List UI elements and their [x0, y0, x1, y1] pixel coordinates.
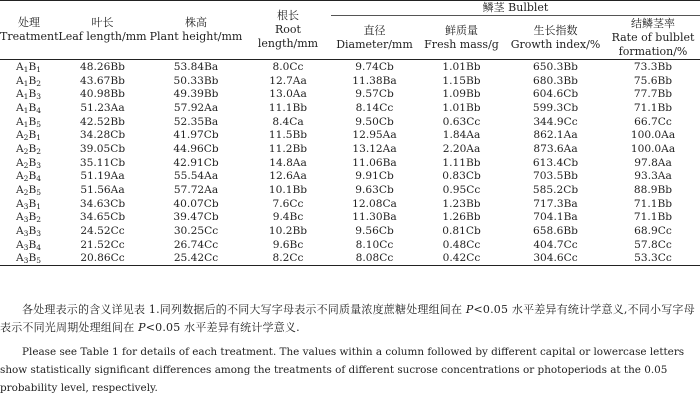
leaf-cell: 48.26Bb: [80, 60, 125, 73]
treatment-a-index: 2: [23, 188, 29, 198]
rate-cell: 53.3Cc: [606, 252, 700, 266]
plant-cell: 49.39Bb: [173, 88, 219, 101]
treatment-cell: $A_3B_5$: [0, 252, 58, 266]
footnote-cn: [0, 301, 700, 337]
treatment-b-index: 3: [36, 160, 42, 170]
leaf-cell: 51.19Aa: [80, 170, 125, 183]
fresh-cell: 1.15Bb: [442, 74, 481, 87]
root-cell: 11.2Bb: [268, 142, 308, 155]
plant-cell: 44.96Cb: [173, 142, 219, 155]
treatment-b-index: 4: [36, 105, 42, 115]
diam-cell: 11.30Ba: [352, 211, 397, 224]
header-growth-en: Growth index/%: [510, 37, 601, 51]
diam-cell: 12.08Ca: [352, 197, 397, 210]
growth-cell: 304.6Cc: [505, 252, 606, 266]
fresh-cell: 1.84Aa: [442, 129, 481, 142]
treatment-a-index: 3: [23, 215, 29, 225]
fresh-cell: 1.11Bb: [442, 156, 481, 169]
diam-cell: 9.91Cb: [355, 170, 394, 183]
treatment-b-index: 2: [36, 78, 42, 88]
growth-cell: 873.6Aa: [533, 142, 578, 155]
treatment-b-index: 5: [36, 188, 42, 198]
treatment-b-index: 4: [36, 242, 42, 252]
plant-cell: 57.92Aa: [173, 101, 219, 114]
diam-cell: 11.38Ba: [352, 74, 397, 87]
growth-cell: 680.3Bb: [533, 74, 578, 87]
treatment-cell: $A_2B_3$: [16, 156, 42, 170]
plant-cell: 53.84Ba: [173, 60, 219, 73]
table-row: [0, 224, 700, 238]
table-row: [0, 156, 700, 170]
table-row: [0, 142, 700, 156]
table-row: [0, 74, 700, 88]
diam-cell: 8.08Cc: [331, 252, 418, 266]
header-plant-cn: 株高: [185, 16, 207, 29]
footnote-en: Please see Table 1 for details of each treatment. The values within a column followed by different capital or lowercase letters show statistically significant differences among the treatments of different sucrose concentrations or photoperiods at the 0.05 probability level, respectively.: [0, 346, 685, 394]
treatment-b-index: 2: [36, 215, 42, 225]
fresh-cell: 1.01Bb: [442, 101, 481, 114]
root-cell: 11.5Bb: [268, 129, 308, 142]
table-row: [0, 197, 700, 211]
treatment-cell: $A_2B_2$: [16, 142, 42, 156]
header-bulblet-group: 鳞茎 Bulblet: [331, 1, 700, 16]
diam-cell: 11.06Ba: [352, 156, 397, 169]
rate-cell: 75.6Bb: [633, 74, 673, 87]
diam-cell: 8.10Cc: [355, 238, 394, 251]
header-rate-en1: Rate of bulblet: [611, 30, 695, 44]
table-row: [0, 252, 700, 266]
treatment-a-index: 3: [23, 242, 29, 252]
plant-cell: 57.72Aa: [173, 184, 219, 197]
treatment-b-index: 1: [36, 133, 42, 143]
table-row: [0, 115, 700, 129]
header-growth-index: [505, 16, 606, 60]
root-cell: 8.0Cc: [272, 60, 304, 73]
treatment-cell: $A_3B_4$: [16, 238, 42, 252]
header-leaf-en: Leaf length/mm: [58, 30, 147, 43]
treatment-b-index: 1: [36, 201, 42, 211]
plant-cell: 52.35Ba: [173, 115, 219, 128]
growth-cell: 717.3Ba: [533, 197, 578, 210]
plant-cell: 55.54Aa: [173, 170, 219, 183]
fresh-cell: 0.95Cc: [442, 184, 481, 197]
treatment-a-index: 2: [23, 160, 29, 170]
leaf-cell: 42.52Bb: [80, 115, 125, 128]
leaf-cell: 20.86Cc: [58, 252, 147, 266]
table-row: [0, 60, 700, 74]
diam-cell: 13.12Aa: [352, 142, 397, 155]
header-treatment-cn: 处理: [18, 16, 40, 29]
root-cell: 9.4Bc: [272, 211, 304, 224]
treatment-a-index: 2: [23, 133, 29, 143]
root-cell: 12.7Aa: [269, 74, 307, 87]
table-row: [0, 101, 700, 115]
rate-cell: 100.0Aa: [630, 129, 676, 142]
root-cell: 12.6Aa: [269, 170, 307, 183]
treatment-cell: $A_3B_2$: [16, 211, 42, 225]
rate-cell: 77.7Bb: [633, 88, 673, 101]
treatment-cell: $A_2B_4$: [16, 170, 42, 184]
header-treatment-en: Treatment: [0, 30, 59, 43]
header-rate: [606, 16, 700, 60]
header-root-cn: 根长: [277, 9, 299, 22]
treatment-cell: $A_1B_1$: [16, 60, 42, 74]
root-cell: 10.2Bb: [268, 225, 308, 238]
growth-cell: 585.2Cb: [532, 184, 579, 197]
treatment-a-index: 3: [23, 256, 29, 266]
treatment-a-index: 1: [23, 92, 29, 102]
leaf-cell: 34.28Cb: [79, 129, 126, 142]
footnote-cn-p1: P: [465, 303, 474, 316]
plant-cell: 26.74Cc: [173, 238, 219, 251]
leaf-cell: 43.67Bb: [80, 74, 125, 87]
header-fresh-en: Fresh mass/g: [424, 37, 499, 51]
treatment-a-index: 1: [23, 105, 29, 115]
footnote-cn-p2: P: [138, 321, 146, 334]
plant-cell: 40.07Cb: [173, 197, 219, 210]
growth-cell: 613.4Cb: [532, 156, 579, 169]
header-leaf: [58, 1, 147, 60]
treatment-cell: $A_2B_1$: [16, 129, 42, 143]
fresh-cell: 1.01Bb: [442, 60, 481, 73]
treatment-cell: $A_3B_1$: [16, 197, 42, 211]
fresh-cell: 0.48Cc: [442, 238, 481, 251]
rate-cell: 93.3Aa: [634, 170, 672, 183]
growth-cell: 599.3Cb: [532, 101, 579, 114]
growth-cell: 404.7Cc: [533, 238, 578, 251]
rate-cell: 97.8Aa: [634, 156, 672, 169]
table-row: [0, 211, 700, 225]
table-row: [0, 128, 700, 142]
treatment-b-index: 1: [36, 64, 42, 74]
treatment-a-index: 2: [23, 174, 29, 184]
root-cell: 9.6Bc: [272, 238, 304, 251]
table-row: [0, 238, 700, 252]
treatment-b-index: 5: [36, 256, 42, 266]
growth-cell: 604.6Cb: [532, 88, 579, 101]
root-cell: 13.0Aa: [269, 88, 307, 101]
growth-cell: 650.3Bb: [533, 60, 578, 73]
treatment-a-index: 3: [23, 201, 29, 211]
fresh-cell: 1.23Bb: [442, 197, 481, 210]
treatment-a-index: 1: [23, 64, 29, 74]
plant-cell: 50.33Bb: [173, 74, 219, 87]
header-rate-en2: formation/%: [618, 44, 688, 58]
diam-cell: 9.56Cb: [355, 225, 394, 238]
rate-cell: 68.9Cc: [634, 225, 672, 238]
treatment-cell: $A_2B_5$: [16, 184, 42, 198]
rate-cell: 71.1Bb: [633, 101, 673, 114]
root-cell: 7.6Cc: [272, 197, 304, 210]
treatment-a-index: 1: [23, 119, 29, 129]
fresh-cell: 0.42Cc: [418, 252, 505, 266]
treatment-b-index: 5: [36, 119, 42, 129]
fresh-cell: 0.63Cc: [442, 115, 481, 128]
leaf-cell: 34.65Cb: [79, 211, 126, 224]
header-diameter: [331, 16, 418, 60]
root-cell: 8.2Cc: [245, 252, 331, 266]
diam-cell: 9.57Cb: [355, 88, 394, 101]
root-cell: 11.1Bb: [268, 101, 308, 114]
growth-cell: 658.6Bb: [533, 225, 578, 238]
treatment-cell: $A_1B_3$: [16, 88, 42, 102]
rate-cell: 100.0Aa: [630, 142, 676, 155]
fresh-cell: 0.83Cb: [442, 170, 481, 183]
header-leaf-cn: 叶长: [91, 16, 114, 29]
footnote-cn-part1: 各处理表示的含义详见表 1.同列数据后的不同大写字母表示不同质量浓度蔗糖处理组间在: [22, 303, 466, 316]
root-cell: 14.8Aa: [269, 156, 307, 169]
table-row: [0, 183, 700, 197]
table-body: [0, 60, 700, 266]
diam-cell: 9.50Cb: [355, 115, 394, 128]
leaf-cell: 39.05Cb: [79, 142, 126, 155]
header-root-en: Root length/mm: [257, 23, 319, 50]
treatment-cell: $A_1B_5$: [16, 115, 42, 129]
treatment-a-index: 3: [23, 229, 29, 239]
leaf-cell: 51.56Aa: [80, 184, 125, 197]
plant-cell: 41.97Cb: [173, 129, 219, 142]
leaf-cell: 40.98Bb: [80, 88, 125, 101]
plant-cell: 39.47Cb: [173, 211, 219, 224]
growth-cell: 704.1Ba: [533, 211, 578, 224]
header-fresh-mass: [418, 16, 505, 60]
treatment-a-index: 1: [23, 78, 29, 88]
header-plant-en: Plant height/mm: [149, 30, 243, 43]
treatment-cell: $A_1B_4$: [16, 101, 42, 115]
footnote-cn-part2: <0.05 水平差异有统计学意义,不同小写字母表示不同光周期处理组间在: [0, 303, 695, 334]
header-growth-cn: 生长指数: [533, 23, 578, 37]
header-diameter-cn: 直径: [363, 23, 386, 37]
header-rate-cn: 结鳞茎率: [631, 16, 675, 30]
leaf-cell: 21.52Cc: [80, 238, 125, 251]
table-row: [0, 87, 700, 101]
rate-cell: 66.7Cc: [634, 115, 672, 128]
rate-cell: 57.8Cc: [634, 238, 672, 251]
treatment-cell: $A_1B_2$: [16, 74, 42, 88]
root-cell: 8.4Ca: [272, 115, 304, 128]
treatment-a-index: 2: [23, 146, 29, 156]
fresh-cell: 1.26Bb: [442, 211, 481, 224]
leaf-cell: 35.11Cb: [79, 156, 126, 169]
rate-cell: 73.3Bb: [633, 60, 673, 73]
diam-cell: 9.63Cb: [355, 184, 394, 197]
fresh-cell: 1.09Bb: [442, 88, 481, 101]
plant-cell: 42.91Cb: [173, 156, 219, 169]
growth-cell: 703.5Bb: [533, 170, 578, 183]
treatment-b-index: 3: [36, 92, 42, 102]
treatment-cell: $A_3B_3$: [16, 225, 42, 239]
header-root: [245, 1, 331, 60]
growth-cell: 862.1Aa: [533, 129, 578, 142]
header-diameter-en: Diameter/mm: [336, 37, 413, 51]
header-plant: [147, 1, 245, 60]
leaf-cell: 34.63Cb: [79, 197, 126, 210]
leaf-cell: 24.52Cc: [80, 225, 125, 238]
plant-cell: 25.42Cc: [147, 252, 245, 266]
rate-cell: 88.9Bb: [633, 184, 673, 197]
fresh-cell: 2.20Aa: [442, 142, 481, 155]
rate-cell: 71.1Bb: [633, 197, 673, 210]
diam-cell: 8.14Cc: [355, 101, 394, 114]
header-fresh-cn: 鲜质量: [445, 23, 478, 37]
treatment-b-index: 3: [36, 229, 42, 239]
footnote-cn-part3: <0.05 水平差异有统计学意义.: [145, 321, 300, 334]
rate-cell: 71.1Bb: [633, 211, 673, 224]
root-cell: 10.1Bb: [268, 184, 308, 197]
table-row: [0, 170, 700, 184]
plant-cell: 30.25Cc: [173, 225, 219, 238]
leaf-cell: 51.23Aa: [80, 101, 125, 114]
fresh-cell: 0.81Cb: [442, 225, 481, 238]
diam-cell: 9.74Cb: [355, 60, 394, 73]
treatment-b-index: 2: [36, 146, 42, 156]
growth-cell: 344.9Cc: [533, 115, 578, 128]
header-treatment: [0, 1, 58, 60]
diam-cell: 12.95Aa: [352, 129, 397, 142]
treatment-b-index: 4: [36, 174, 42, 184]
